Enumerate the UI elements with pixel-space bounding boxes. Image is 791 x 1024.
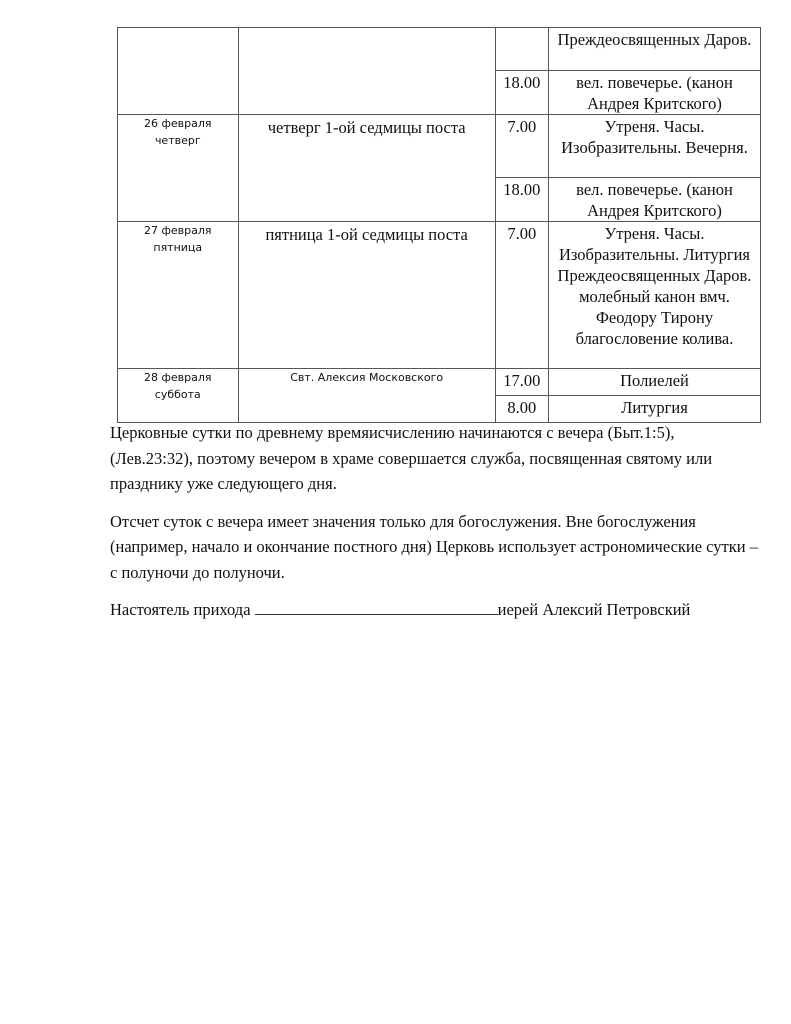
- date-cell: [118, 115, 239, 222]
- day-title-cell: пятница 1-ой седмицы поста: [238, 222, 495, 369]
- day-title-cell: четверг 1-ой седмицы поста: [238, 115, 495, 222]
- signature-blank: [255, 599, 498, 615]
- table-row: [118, 28, 761, 71]
- date-label: 27 февраля: [144, 224, 212, 237]
- date-label: 26 февраля: [144, 117, 212, 130]
- signature-label: Настоятель прихода: [110, 600, 251, 619]
- service-cell: Полиелей: [548, 369, 760, 396]
- service-cell: Утреня. Часы. Изобразительны. Литургия Преждеосвященных Даров. молебный канон вмч. Феодору Тирону благословение колива.: [548, 222, 760, 369]
- table-row: [118, 115, 761, 178]
- schedule-table: [117, 27, 761, 423]
- time-cell: 8.00: [495, 396, 548, 423]
- service-cell: Литургия: [548, 396, 760, 423]
- date-cell: [118, 222, 239, 369]
- note-paragraph: Отсчет суток с вечера имеет значения только для богослужения. Вне богослужения (например, начало и окончание постного дня) Церковь использует астрономические сутки – с полуночи до полуночи.: [110, 511, 758, 582]
- date-label: 28 февраля: [144, 371, 212, 384]
- notes-section: [110, 420, 760, 635]
- time-cell: 7.00: [495, 115, 548, 178]
- time-cell: [495, 28, 548, 71]
- service-cell: вел. повечерье. (канон Андрея Критского): [548, 178, 760, 222]
- time-cell: 17.00: [495, 369, 548, 396]
- note-paragraph: Церковные сутки по древнему времяисчислению начинаются с вечера (Быт.1:5), (Лев.23:32), поэтому вечером в храме совершается служба, посвященная святому или празднику уже следующего дня.: [110, 423, 713, 493]
- weekday-label: пятница: [153, 241, 203, 254]
- service-cell: Утреня. Часы. Изобразительны. Вечерня.: [548, 115, 760, 178]
- date-cell: [118, 369, 239, 423]
- signature-line: [110, 597, 760, 623]
- weekday-label: четверг: [154, 134, 201, 147]
- date-cell: [118, 28, 239, 115]
- day-title-cell: Свт. Алексия Московского: [238, 369, 495, 423]
- service-cell: вел. повечерье. (канон Андрея Критского): [548, 71, 760, 115]
- table-row: [118, 369, 761, 396]
- time-cell: 18.00: [495, 71, 548, 115]
- signature-name: иерей Алексий Петровский: [497, 600, 691, 619]
- time-cell: 7.00: [495, 222, 548, 369]
- time-cell: 18.00: [495, 178, 548, 222]
- weekday-label: суббота: [154, 388, 201, 401]
- table-row: [118, 222, 761, 369]
- day-title-cell: [238, 28, 495, 115]
- service-cell: Преждеосвященных Даров.: [548, 28, 760, 71]
